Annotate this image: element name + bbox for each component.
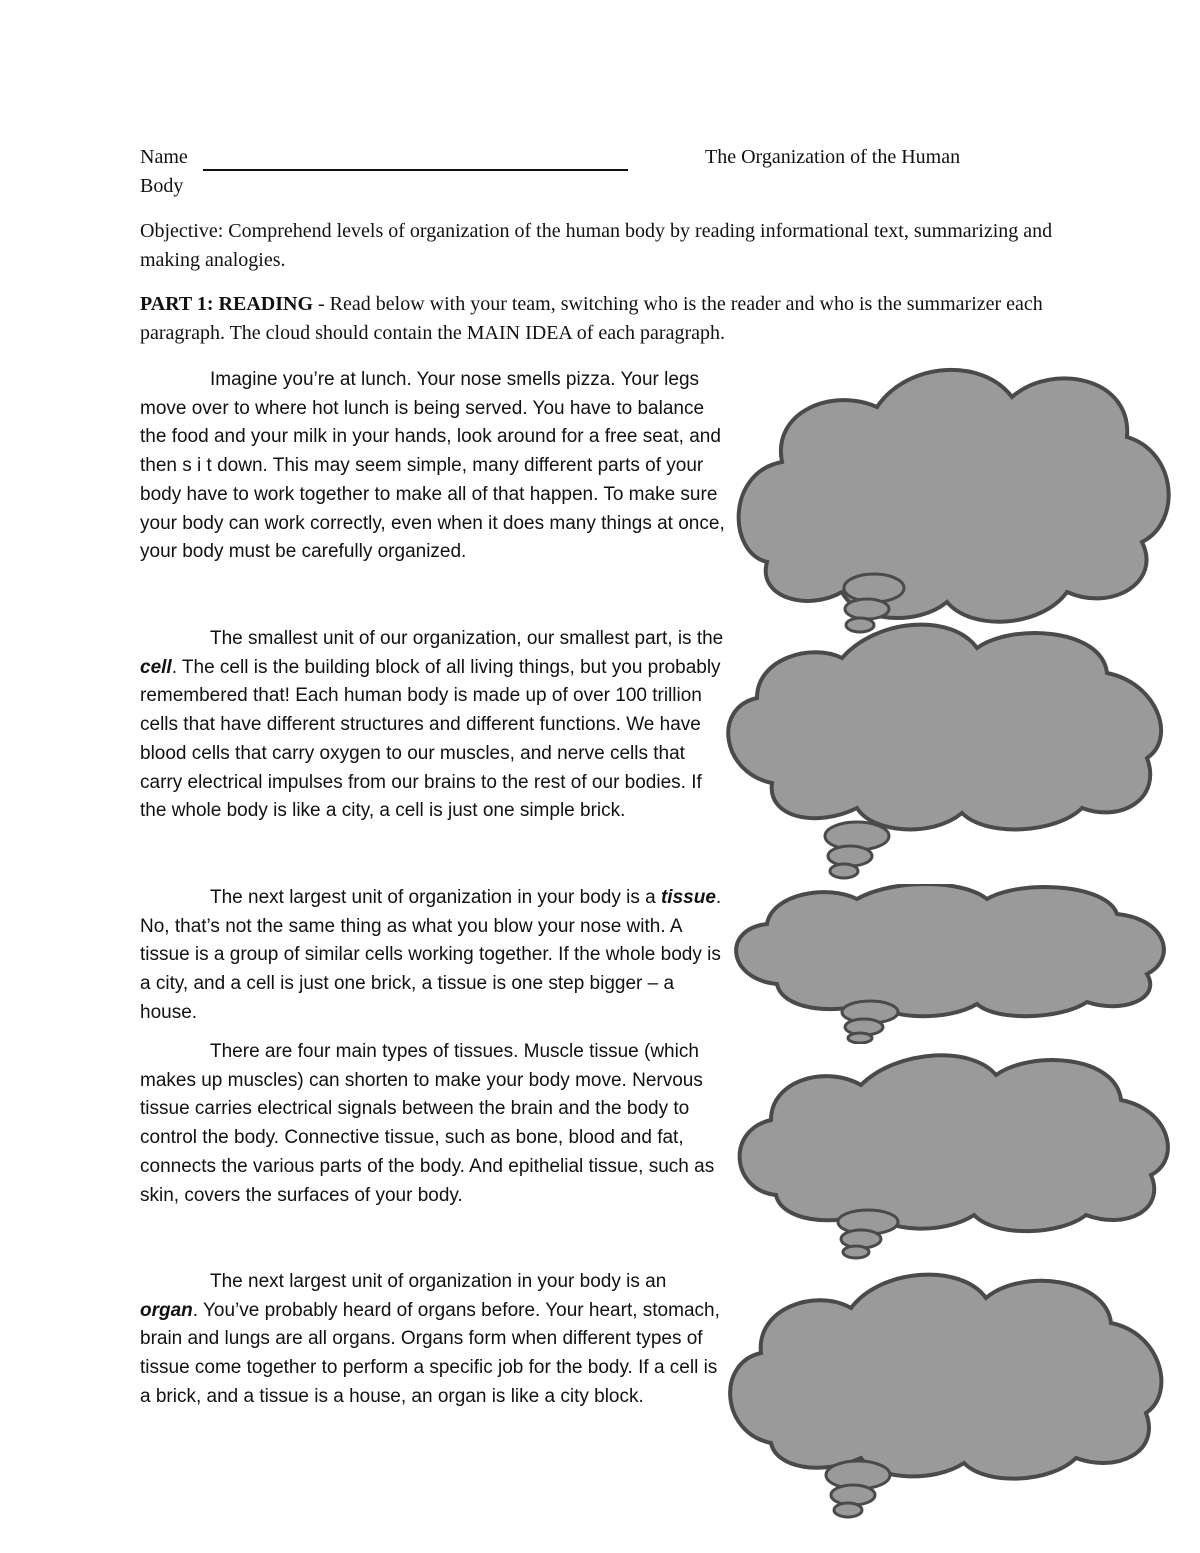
paragraph-text: Imagine you’re at lunch. Your nose smells pizza. Your legs move over to where hot lunch is being served. You have to balance the food and your milk in your hands, look around for a free seat, and then s i t down. This may seem simple, many different parts of your body have to work together to make all of that happen. To make sure your body can work correctly, even when it does many things at once, your body must be carefully organized. — [140, 369, 725, 563]
summary-cloud-3[interactable] — [722, 884, 1182, 1044]
summary-cloud-2[interactable] — [712, 618, 1172, 888]
cloud-shape — [739, 370, 1169, 622]
cloud-tail-2 — [828, 846, 872, 866]
summary-cloud-1[interactable] — [722, 352, 1182, 642]
part1-instructions-text: - Read below with your team, switching who is the reader and who is the summarizer each paragraph. The cloud should contain the MAIN IDEA of each paragraph. — [140, 293, 1043, 344]
term-cell: cell — [140, 656, 172, 678]
objective: Objective: Comprehend levels of organization of the human body by reading informational text, summarizing and making analogies. — [140, 220, 1053, 271]
term-organ: organ — [140, 1299, 193, 1321]
name-label: Name — [140, 146, 188, 168]
cloud-tail-3 — [843, 1246, 869, 1258]
paragraph-text: The next largest unit of organization in your body is an — [210, 1271, 667, 1292]
cloud-tail-1 — [844, 574, 904, 602]
cloud-tail-2 — [845, 599, 889, 619]
cloud-shape — [736, 884, 1164, 1016]
paragraph-tissue — [140, 884, 725, 1028]
cloud-shape — [730, 1275, 1161, 1479]
paragraph-text: The next largest unit of organization in your body is a — [210, 887, 661, 908]
document-title-continued: Body — [140, 175, 184, 197]
cloud-shape — [740, 1055, 1168, 1231]
part1-instructions — [140, 290, 1080, 348]
paragraph-text: . The cell is the building block of all living things, but you probably remembered that! Each human body is made up of over 100 trillion cells that have different structures and different functions. We have blood cells that carry oxygen to our muscles, and nerve cells that carry electrical impulses from our brains to the rest of our bodies. If the whole body is like a city, a cell is just one simple brick. — [140, 656, 721, 822]
paragraph-text: The smallest unit of our organization, our smallest part, is the — [210, 628, 724, 649]
cloud-tail-3 — [848, 1033, 872, 1043]
document-title: The Organization of the Human — [705, 146, 961, 168]
cloud-tail-3 — [830, 864, 858, 878]
paragraph-tissue-types — [140, 1038, 725, 1210]
cloud-shape — [728, 625, 1161, 830]
paragraph-text: . You’ve probably heard of organs before. Your heart, stomach, brain and lungs are all organs. Organs form when different types of tissue come together to perform a specific job for the body. If a cell is a brick, and a tissue is a house, an organ is like a city block. — [140, 1299, 720, 1407]
paragraph-text: There are four main types of tissues. Muscle tissue (which makes up muscles) can shorten to make your body move. Nervous tissue carries electrical signals between the brain and the body to control the body. Connective tissue, such as bone, blood and fat, connects the various parts of the body. And epithelial tissue, such as skin, covers the surfaces of your body. — [140, 1041, 715, 1206]
name-blank-line[interactable] — [203, 169, 628, 171]
paragraph-lunch — [140, 366, 725, 567]
summary-cloud-5[interactable] — [716, 1268, 1176, 1523]
paragraph-text: . No, that’s not the same thing as what you blow your nose with. A tissue is a group of similar cells working together. If the whole body is a city, and a cell is just one brick, a tissue is one step bigger – a house. — [140, 887, 722, 1023]
summary-cloud-4[interactable] — [726, 1050, 1186, 1265]
term-tissue: tissue — [660, 887, 716, 908]
cloud-tail-3 — [834, 1503, 862, 1517]
paragraph-organ — [140, 1268, 725, 1412]
paragraph-cell — [140, 625, 725, 826]
part1-heading: PART 1: READING — [140, 293, 314, 315]
